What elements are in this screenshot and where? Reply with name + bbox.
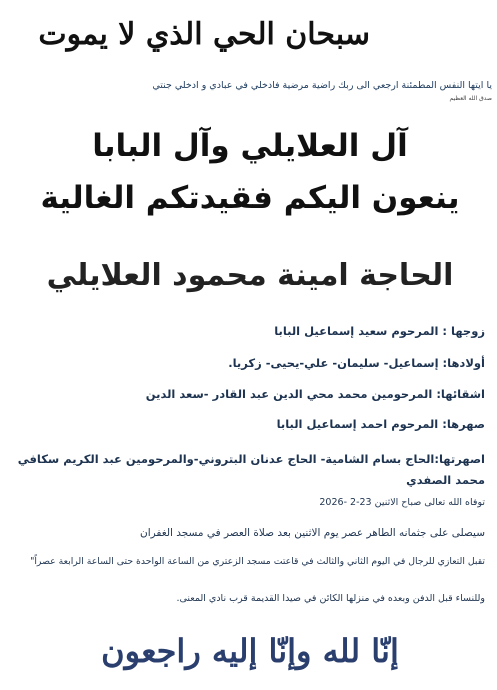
- death-date-line: توفاه الله تعالى صباح الاثنين 23-2 -2026: [319, 497, 485, 508]
- quran-verse: يا ايتها النفس المطمئنة ارجعي الى ربك راضية مرضية فادخلي في عبادي و ادخلي جنتي: [152, 80, 492, 91]
- children-line: أولادها: إسماعيل- سليمان- علي-يحيى- زكريا.: [228, 356, 485, 370]
- funeral-prayer-line: سيصلى على جثمانه الطاهر عصر يوم الاثنين بعد صلاة العصر في مسجد الغفران: [140, 527, 485, 539]
- mourn-heading: ينعون اليكم فقيدتكم الغالية: [40, 180, 460, 216]
- verse-reference: صدق الله العظيم: [449, 95, 492, 102]
- women-condolence-line: وللنساء قبل الدفن وبعده في منزلها الكائن في صيدا القديمة قرب نادي المعنى.: [176, 593, 485, 604]
- header-calligraphy: سبحان الحي الذي لا يموت: [38, 17, 370, 52]
- in-laws-line: اصهرتها:الحاج بسام الشامية- الحاج عدنان البتروني-والمرحومين عبد الكريم سكافي محمد الصفدي: [17, 452, 485, 487]
- families-heading: آل العلايلي وآل البابا: [92, 128, 408, 164]
- son-in-law-line: صهرها: المرحوم احمد إسماعيل البابا: [276, 417, 485, 431]
- condolence-line: تقبل التعازي للرجال في اليوم الثاني والثالث في قاعتت مسجد الزعتري من الساعة الواحدة حتى الساعة الرابعة عصراً": [30, 556, 485, 567]
- footer-calligraphy: إنّا لله وإنّا إليه راجعون: [101, 632, 399, 670]
- deceased-name: الحاجة امينة محمود العلايلي: [46, 258, 454, 293]
- brothers-line: اشقائها: المرحومين محمد محي الدين عبد القادر -سعد الدين: [145, 387, 485, 401]
- husband-line: زوجها : المرحوم سعيد إسماعيل البابا: [274, 324, 485, 338]
